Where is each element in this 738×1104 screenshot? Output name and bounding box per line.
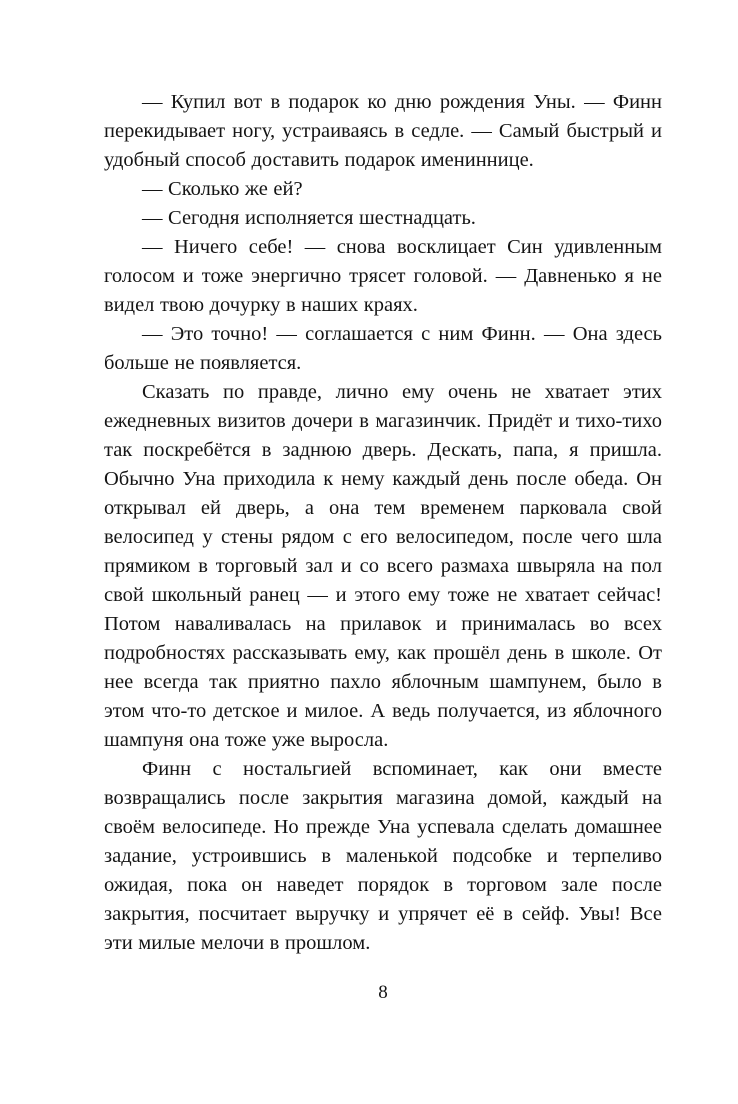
paragraph: — Сегодня исполняется шестнадцать. [142, 207, 476, 229]
page-text [104, 88, 662, 958]
paragraph: — Купил вот в подарок ко дню рождения Уны. — Финн перекидывает ногу, устраиваясь в седле. — Самый быстрый и удобный способ доставить подарок имениннице. [104, 91, 662, 171]
paragraph: — Это точно! — соглашается с ним Финн. — Она здесь больше не появляется. [104, 323, 662, 374]
paragraph: — Сколько же ей? [142, 178, 303, 200]
page-number: 8 [378, 982, 388, 1003]
paragraph: Финн с ностальгией вспоминает, как они вместе возвращались после закрытия магазина домой, каждый на своём велосипеде. Но прежде Уна успевала сделать домашнее задание, устроившись в маленькой подсобке и терпеливо ожидая, пока он наведет порядок в торговом зале после закрытия, посчитает выручку и упрячет её в сейф. Увы! Все эти милые мелочи в прошлом. [104, 758, 662, 954]
paragraph: Сказать по правде, лично ему очень не хватает этих ежедневных визитов дочери в магазинчик. Придёт и тихо-тихо так поскребётся в заднюю дверь. Дескать, папа, я пришла. Обычно Уна приходила к нему каждый день после обеда. Он открывал ей дверь, а она тем временем парковала свой велосипед у стены рядом с его велосипедом, после чего шла прямиком в торговый зал и со всего размаха швыряла на пол свой школьный ранец — и этого ему тоже не хватает сейчас! Потом наваливалась на прилавок и принималась во всех подробностях рассказывать ему, как прошёл день в школе. От нее всегда так приятно пахло яблочным шампунем, было в этом что-то детское и милое. А ведь получается, из яблочного шампуня она тоже уже выросла. [104, 381, 662, 751]
paragraph: — Ничего себе! — снова восклицает Син удивленным голосом и тоже энергично трясет головой. — Давненько я не видел твою дочурку в наших краях. [104, 236, 662, 316]
